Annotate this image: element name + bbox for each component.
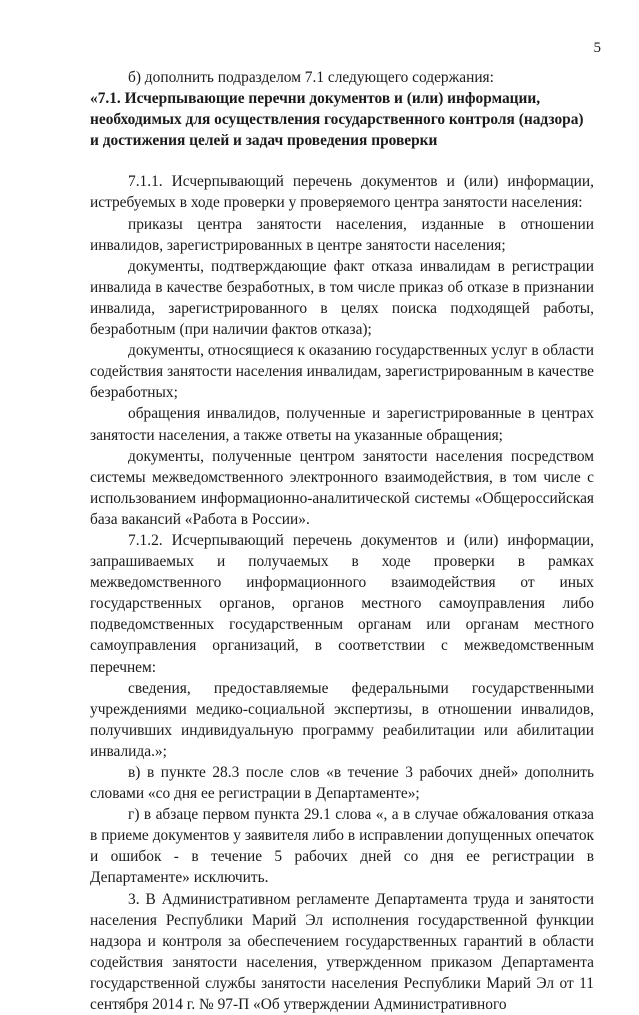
spacer xyxy=(90,151,594,171)
intro-line: б) дополнить подразделом 7.1 следующего содержания: xyxy=(128,69,494,86)
paragraph: сведения, предоставляемые федеральными государственными учреждениями медико-социальной экспертизы, в отношении инвалидов, получивших индивидуальную программу реабилитации или абилитации инвалида.»; xyxy=(90,679,594,760)
section-heading xyxy=(90,88,594,151)
paragraph: 3. В Административном регламенте Департамента труда и занятости населения Республики Марий Эл исполнения государственной функции надзора и контроля за обеспечением государственных гарантий в области содействия занятости населения, утвержденном приказом Департамента государственной службы занятости населения Республики Марий Эл от 11 сентября 2014 г. № 97-П «Об утверждении Административного xyxy=(90,890,594,1014)
paragraph: документы, полученные центром занятости населения посредством системы межведомственного электронного взаимодействия, в том числе с использованием информационно-аналитической системы «Общероссийская база вакансий «Работа в России». xyxy=(90,447,594,528)
paragraph: 7.1.2. Исчерпывающий перечень документов и (или) информации, запрашиваемых и получаемых в ходе проверки в рамках межведомственного информационного взаимодействия от иных государственных органов, органов местного самоуправления либо подведомственных государственным органам или органам местного самоуправления организаций, в соответствии с межведомственным перечнем: xyxy=(90,531,594,676)
paragraph: обращения инвалидов, полученные и зарегистрированные в центрах занятости населения, а также ответы на указанные обращения; xyxy=(90,405,594,444)
document-body xyxy=(90,67,594,1015)
paragraph: г) в абзаце первом пункта 29.1 слова «, а в случае обжалования отказа в приеме документов у заявителя либо в исправлении допущенных опечаток и ошибок - в течение 5 рабочих дней со дня ее регистрации в Департаменте» исключить. xyxy=(90,806,594,887)
paragraph: документы, относящиеся к оказанию государственных услуг в области содействия занятости населения инвалидам, зарегистрированным в качестве безработных; xyxy=(90,342,594,402)
heading-line: «7.1. Исчерпывающие перечни документов и (или) информации, xyxy=(90,90,541,108)
page-number: 5 xyxy=(593,40,601,56)
paragraph: приказы центра занятости населения, изданные в отношении инвалидов, зарегистрированных в центре занятости населения; xyxy=(90,215,594,254)
heading-line: необходимых для осуществления государственного контроля (надзора) xyxy=(90,111,584,129)
paragraph: в) в пункте 28.3 после слов «в течение 3 рабочих дней» дополнить словами «со дня ее регистрации в Департаменте»; xyxy=(90,764,594,803)
paragraph: документы, подтверждающие факт отказа инвалидам в регистрации инвалида в качестве безработных, в том числе приказ об отказе в признании инвалида, зарегистрированного в целях поиска подходящей работы, безработным (при наличии фактов отказа); xyxy=(90,257,594,339)
heading-line: и достижения целей и задач проведения проверки xyxy=(90,132,438,150)
paragraph: 7.1.1. Исчерпывающий перечень документов и (или) информации, истребуемых в ходе проверки у проверяемого центра занятости населения: xyxy=(90,173,594,212)
